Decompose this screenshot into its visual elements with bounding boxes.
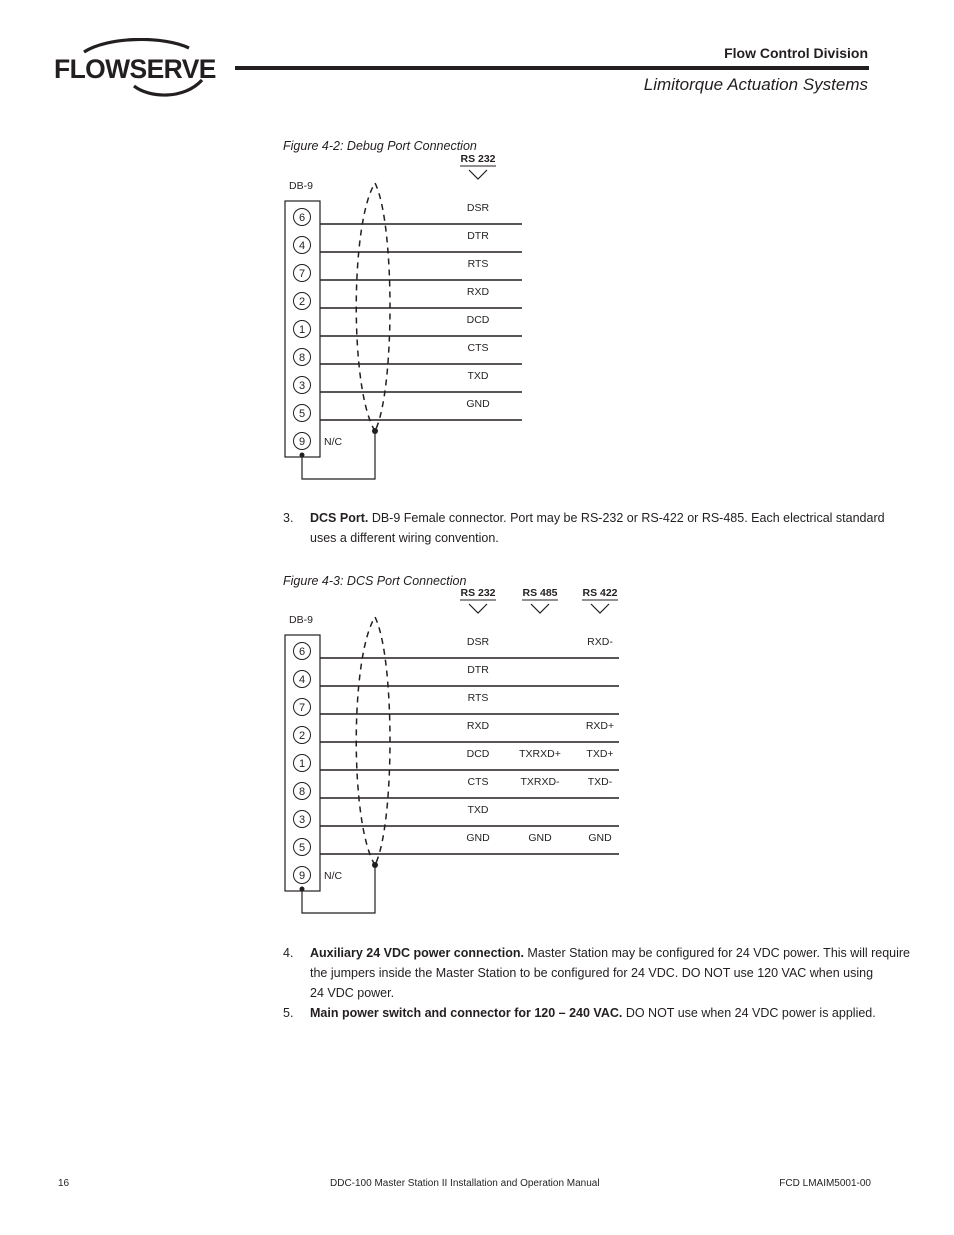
item-text: DB-9 Female connector. Port may be RS-232 or RS-422 or RS-485. Each electrical standard (368, 511, 885, 525)
signal-label: RXD+ (585, 720, 615, 732)
list-number: 4. (283, 946, 294, 960)
document-subtitle: Limitorque Actuation Systems (643, 75, 868, 94)
pin-number: 5 (298, 842, 306, 854)
chevron-down-icon (591, 604, 609, 613)
signal-label: DCD (466, 314, 490, 326)
pin-number: 8 (298, 786, 306, 798)
item-text: DO NOT use when 24 VDC power is applied. (622, 1006, 876, 1020)
pin-number: 6 (298, 212, 306, 224)
list-number: 3. (283, 511, 294, 525)
pin-number: 7 (298, 702, 306, 714)
standard-label: RS 485 (522, 587, 558, 599)
figure-caption-debug: Figure 4-2: Debug Port Connection (283, 139, 477, 153)
shield-ellipse (356, 183, 390, 431)
signal-label: DCD (466, 748, 490, 760)
signal-label: GND (466, 398, 490, 410)
pin-number: 1 (298, 324, 306, 336)
signal-label: DTR (467, 664, 489, 676)
standard-label: RS 422 (582, 587, 618, 599)
dcs-port-diagram (0, 520, 954, 940)
signal-label: DTR (467, 230, 489, 242)
pin-number: 2 (298, 730, 306, 742)
signal-label: CTS (467, 342, 489, 354)
pin-number: 3 (298, 380, 306, 392)
standard-label: RS 232 (460, 153, 496, 165)
signal-label: TXRXD+ (519, 748, 561, 760)
figure-caption-dcs: Figure 4-3: DCS Port Connection (283, 574, 467, 588)
pin-number: 4 (298, 240, 306, 252)
signal-label: RXD- (587, 636, 613, 648)
pin-number: 7 (298, 268, 306, 280)
shield-ellipse (356, 617, 390, 865)
connector-label: DB-9 (289, 180, 313, 192)
pin-number: 6 (298, 646, 306, 658)
signal-label: DSR (466, 636, 490, 648)
signal-label: TXD (467, 804, 489, 816)
item-text: the jumpers inside the Master Station to be configured for 24 VDC. DO NOT use 120 VAC when using (310, 966, 874, 980)
pin-number: 5 (298, 408, 306, 420)
chevron-down-icon (531, 604, 549, 613)
item-text: Master Station may be configured for 24 VDC power. This will require (523, 946, 911, 960)
pin-number: 3 (298, 814, 306, 826)
connector-label: DB-9 (289, 614, 313, 626)
debug-port-diagram (0, 0, 954, 520)
pin-number: 1 (298, 758, 306, 770)
signal-label: GND (528, 832, 552, 844)
brand-wordmark: FLOWSERVE (54, 54, 216, 84)
chevron-down-icon (469, 170, 487, 179)
signal-label: TXD (467, 370, 489, 382)
signal-label: RTS (467, 258, 489, 270)
signal-label: DSR (466, 202, 490, 214)
page-number: 16 (58, 1178, 70, 1189)
item-title: DCS Port. (310, 511, 369, 525)
list-item-aux-power (283, 943, 923, 1007)
item-title: Main power switch and connector for 120 – 240 VAC. (310, 1006, 623, 1020)
signal-label: CTS (467, 776, 489, 788)
nc-label: N/C (324, 436, 343, 448)
item-text: uses a different wiring convention. (310, 531, 499, 545)
list-number: 5. (283, 1006, 294, 1020)
pin-number: 9 (298, 870, 306, 882)
document-code: FCD LMAIM5001-00 (779, 1178, 871, 1189)
signal-label: GND (466, 832, 490, 844)
signal-label: RTS (467, 692, 489, 704)
signal-label: RXD (466, 720, 490, 732)
drain-dot (300, 887, 305, 892)
chevron-down-icon (469, 604, 487, 613)
division-title: Flow Control Division (724, 45, 868, 61)
pin-number: 4 (298, 674, 306, 686)
pin-number: 8 (298, 352, 306, 364)
standard-label: RS 232 (460, 587, 496, 599)
signal-label: TXRXD- (520, 776, 560, 788)
manual-title: DDC-100 Master Station II Installation and Operation Manual (330, 1178, 600, 1189)
signal-label: TXD- (587, 776, 613, 788)
signal-label: TXD+ (586, 748, 614, 760)
list-item-main-power (283, 1003, 923, 1025)
drain-dot (300, 453, 305, 458)
pin-number: 2 (298, 296, 306, 308)
nc-label: N/C (324, 870, 343, 882)
pin-number: 9 (298, 436, 306, 448)
item-title: Auxiliary 24 VDC power connection. (310, 946, 524, 960)
signal-label: RXD (466, 286, 490, 298)
item-text: 24 VDC power. (310, 986, 395, 1000)
signal-label: GND (588, 832, 612, 844)
